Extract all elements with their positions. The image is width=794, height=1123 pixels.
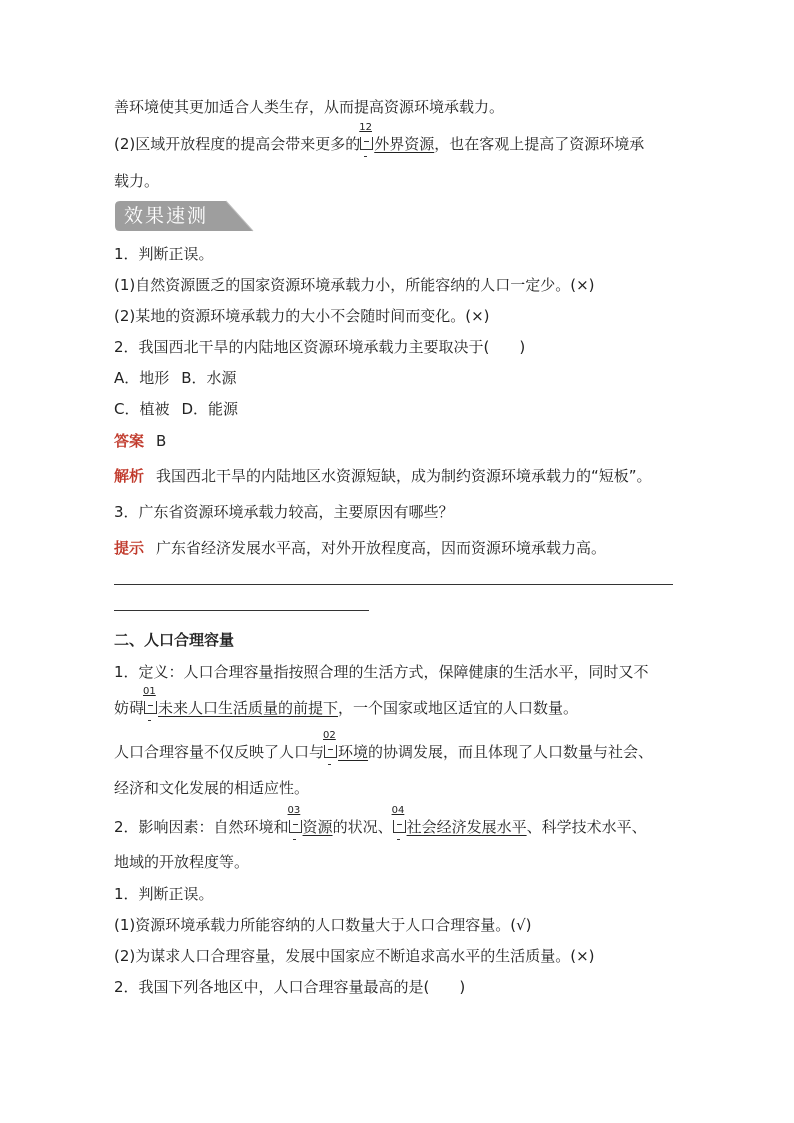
question-item: (2)为谋求人口合理容量，发展中国家应不断追求高水平的生活质量。(×) (114, 947, 595, 965)
text-line: 经济和文化发展的相适应性。 (114, 779, 310, 797)
fill-blank: 04 社会经济发展水平 (393, 817, 527, 837)
fill-blank: 01 未来人口生活质量的前提下 (144, 698, 338, 718)
hint-label: 提示 (114, 539, 145, 557)
fill-blank: 03 资源 (289, 817, 333, 837)
blank-marker-icon (324, 745, 337, 758)
options: C．植被 D．能源 (114, 400, 239, 418)
answer-line (114, 610, 369, 611)
blank-marker-icon (360, 137, 373, 150)
question: 2．我国西北干旱的内陆地区资源环境承载力主要取决于( ) (114, 338, 526, 356)
question: 2．我国下列各地区中，人口合理容量最高的是( ) (114, 978, 466, 996)
question-item: (1)资源环境承载力所能容纳的人口数量大于人口合理容量。(√) (114, 916, 532, 934)
text-line: 载力。 (114, 172, 160, 190)
fill-blank: 12 外界资源 (360, 134, 434, 154)
text-line: (2)区域开放程度的提高会带来更多的 12 外界资源 ，也在客观上提高了资源环境承 (114, 134, 644, 154)
explanation-label: 解析 (114, 467, 145, 485)
banner-title: 效果速测 (124, 205, 209, 227)
answer-line (114, 584, 673, 585)
question-item: (1)自然资源匮乏的国家资源环境承载力小，所能容纳的人口一定少。(×) (114, 276, 595, 294)
explanation: 解析 我国西北干旱的内陆地区水资源短缺，成为制约资源环境承载力的“短板”。 (114, 467, 652, 485)
options: A．地形 B．水源 (114, 369, 237, 387)
answer: 答案 B (114, 432, 167, 450)
text-line: 妨碍 01 未来人口生活质量的前提下 ，一个国家或地区适宜的人口数量。 (114, 698, 578, 718)
text-line: 地域的开放程度等。 (114, 853, 250, 871)
blank-marker-icon (289, 820, 302, 833)
question: 3．广东省资源环境承载力较高，主要原因有哪些？ (114, 503, 454, 521)
question-item: (2)某地的资源环境承载力的大小不会随时间而变化。(×) (114, 307, 490, 325)
text-line: 1．定义：人口合理容量指按照合理的生活方式，保障健康的生活水平，同时又不 (114, 663, 649, 681)
text-line: 人口合理容量不仅反映了人口与 02 环境 的协调发展，而且体现了人口数量与社会、 (114, 742, 653, 762)
answer-label: 答案 (114, 432, 145, 450)
section-banner (114, 200, 254, 232)
text-line: 2．影响因素：自然环境和 03 资源 的状况、 04 社会经济发展水平 、科学技术水平、 (114, 817, 647, 837)
blank-marker-icon (144, 701, 157, 714)
text-line: 善环境使其更加适合人类生存，从而提高资源环境承载力。 (114, 98, 505, 116)
question: 1．判断正误。 (114, 885, 214, 903)
section-heading: 二、人口合理容量 (114, 631, 235, 649)
hint: 提示 广东省经济发展水平高，对外开放程度高，因而资源环境承载力高。 (114, 539, 607, 557)
question: 1．判断正误。 (114, 245, 214, 263)
blank-marker-icon (393, 820, 406, 833)
fill-blank: 02 环境 (324, 742, 368, 762)
